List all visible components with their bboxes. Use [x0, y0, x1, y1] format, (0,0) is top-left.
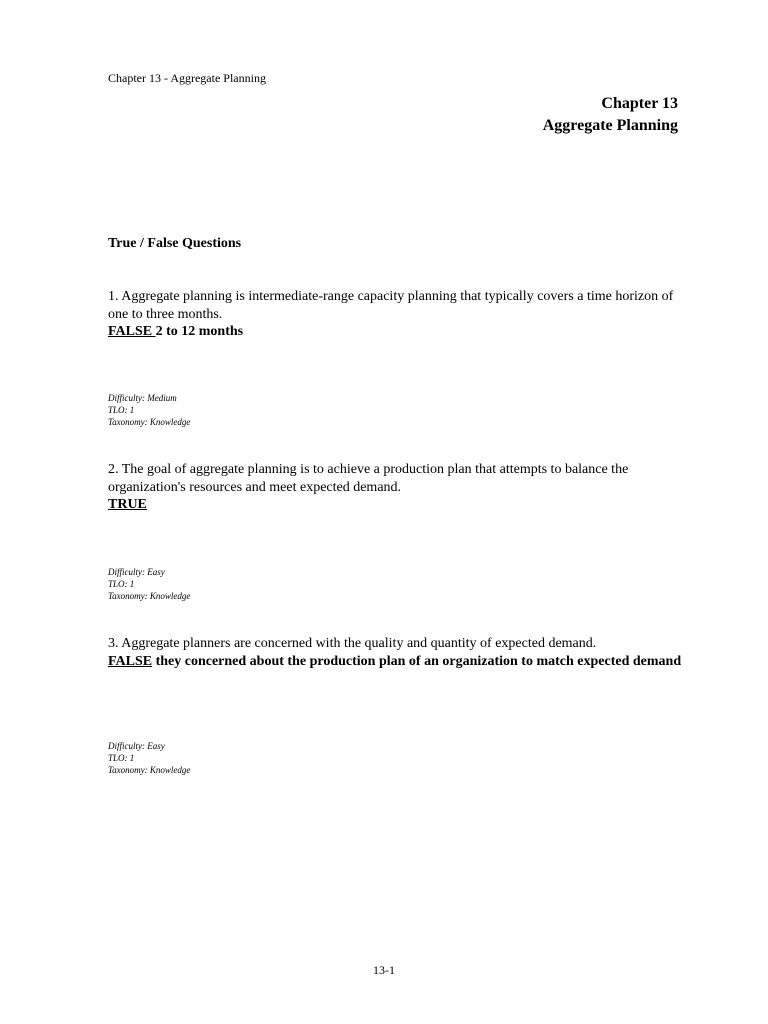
taxonomy-label: Taxonomy: Knowledge — [108, 765, 191, 775]
question-1-metadata — [108, 392, 190, 428]
question-answer — [108, 323, 683, 341]
difficulty-label: Difficulty: Easy — [108, 741, 165, 751]
difficulty-label: Difficulty: Easy — [108, 567, 165, 577]
question-answer — [108, 653, 683, 671]
tlo-label: TLO: 1 — [108, 405, 135, 415]
answer-key: TRUE — [108, 497, 147, 512]
chapter-number: Chapter 13 — [601, 95, 678, 112]
question-3 — [108, 635, 683, 670]
question-answer — [108, 496, 683, 514]
question-text: 1. Aggregate planning is intermediate-range capacity planning that typically covers a time horizon of one to three months. — [108, 289, 674, 322]
chapter-title: Aggregate Planning — [542, 117, 678, 134]
question-2 — [108, 461, 683, 514]
answer-key: FALSE — [108, 324, 156, 339]
page-number: 13-1 — [373, 963, 395, 977]
answer-note: they concerned about the production plan of an organization to match expected demand — [152, 653, 682, 669]
question-3-metadata — [108, 740, 190, 776]
chapter-heading — [543, 93, 678, 137]
question-text: 3. Aggregate planners are concerned with the quality and quantity of expected demand. — [108, 636, 597, 651]
question-1 — [108, 288, 683, 341]
section-title: True / False Questions — [108, 236, 242, 251]
difficulty-label: Difficulty: Medium — [108, 393, 177, 403]
taxonomy-label: Taxonomy: Knowledge — [108, 591, 191, 601]
running-header: Chapter 13 - Aggregate Planning — [108, 71, 266, 85]
taxonomy-label: Taxonomy: Knowledge — [108, 417, 191, 427]
question-2-metadata — [108, 566, 190, 602]
tlo-label: TLO: 1 — [108, 753, 135, 763]
answer-key: FALSE — [108, 653, 153, 669]
question-text: 2. The goal of aggregate planning is to achieve a production plan that attempts to balance the organization's resources and meet expected demand. — [108, 462, 629, 495]
answer-note: 2 to 12 months — [155, 324, 244, 339]
tlo-label: TLO: 1 — [108, 579, 135, 589]
